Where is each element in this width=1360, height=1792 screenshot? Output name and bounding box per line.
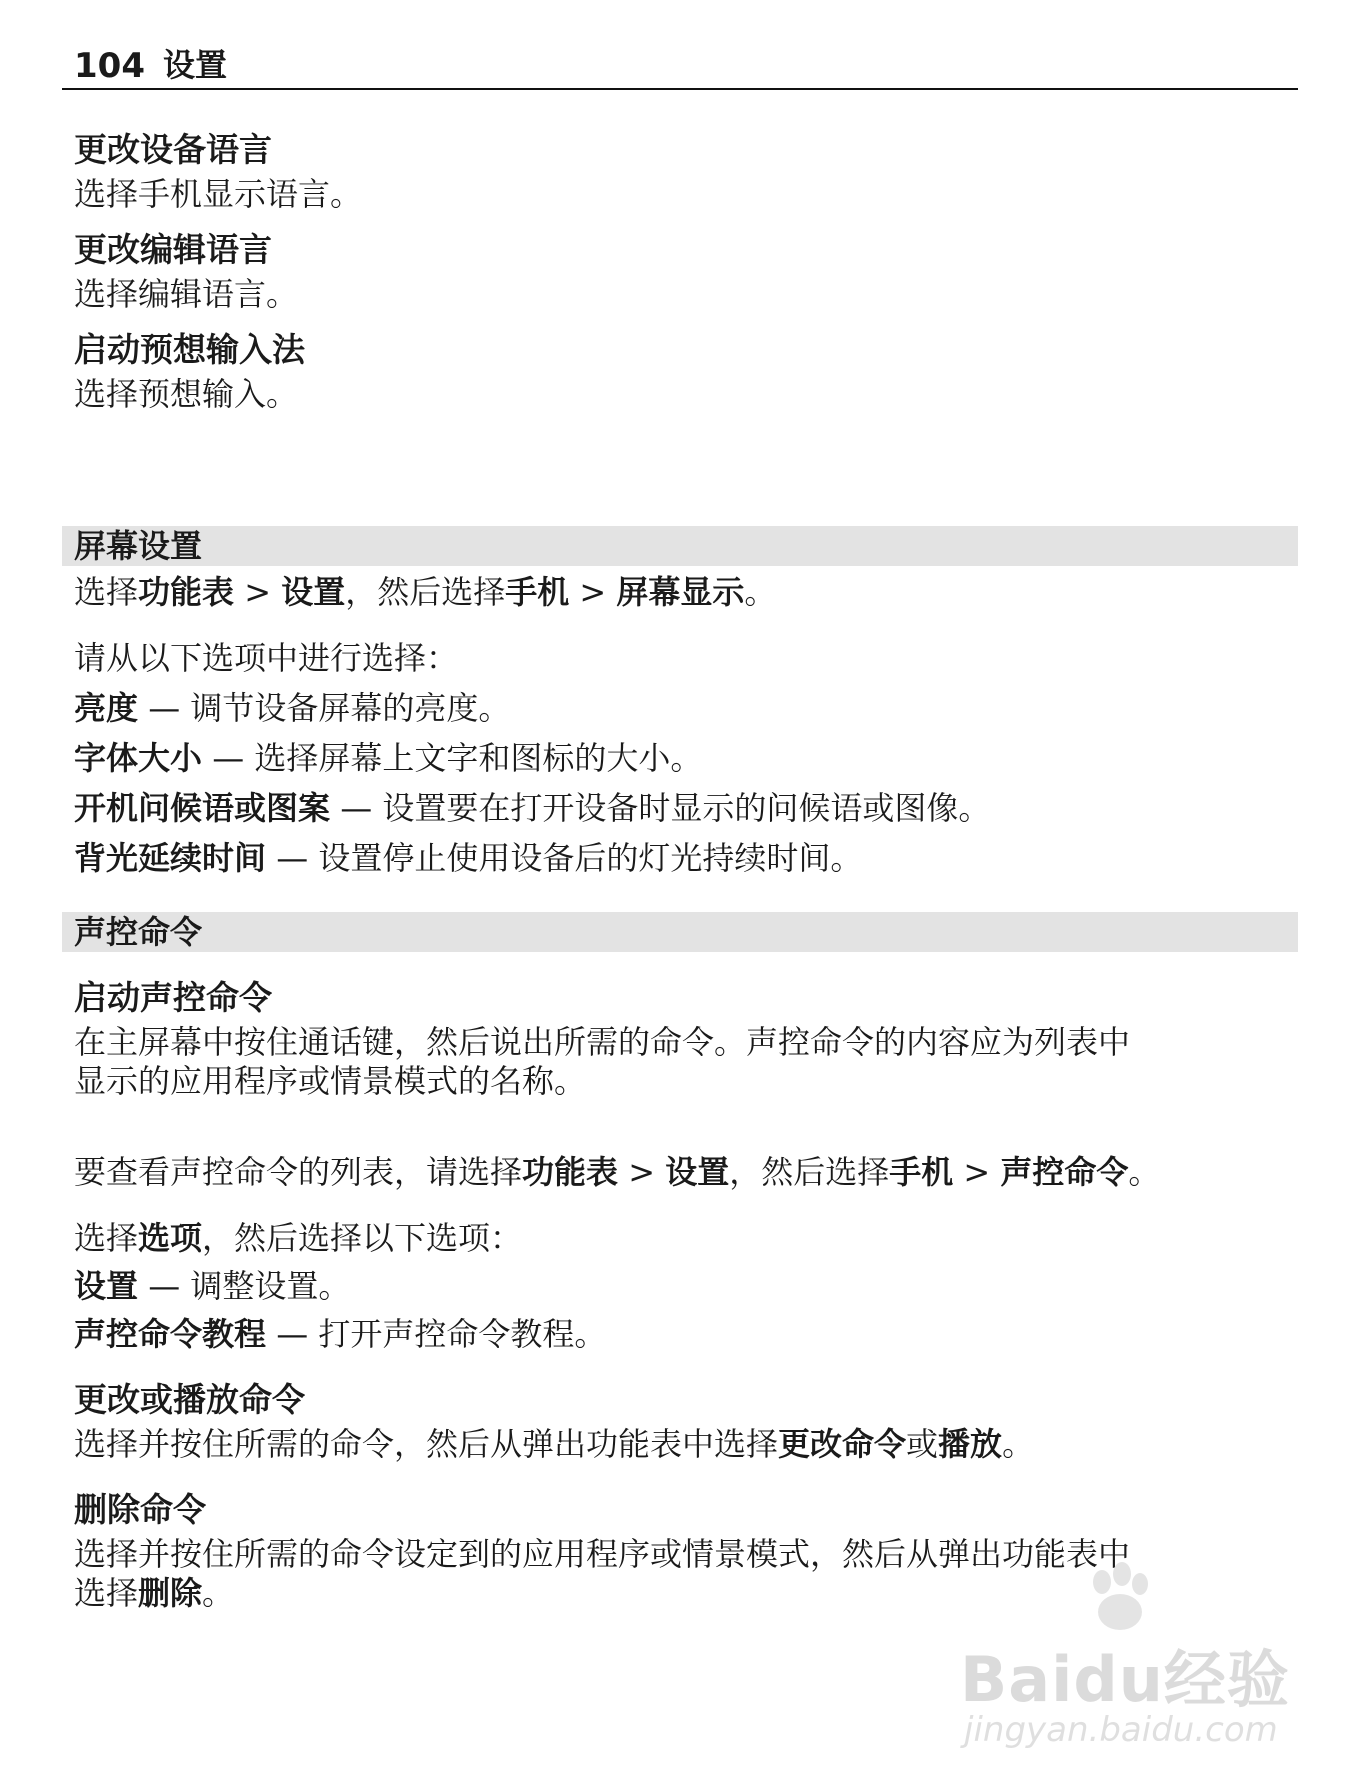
text-predictive-input: 选择预想输入。	[74, 375, 299, 413]
option-brightness: 亮度 — 调节设备屏幕的亮度。	[74, 689, 511, 727]
screen-options-intro: 请从以下选项中进行选择：	[74, 639, 459, 677]
voice-options-intro: 选择选项，然后选择以下选项：	[74, 1219, 523, 1257]
baidu-watermark	[960, 1560, 1300, 1770]
text-delete-command-line1: 选择并按住所需的命令设定到的应用程序或情景模式，然后从弹出功能表中	[74, 1535, 1131, 1573]
text-start-voice-line2: 显示的应用程序或情景模式的名称。	[74, 1062, 587, 1100]
voice-section	[74, 976, 1160, 1610]
chapter-title: 设置	[162, 46, 227, 84]
section-title-screen: 屏幕设置	[74, 527, 203, 565]
option-startup-greeting: 开机问候语或图案 — 设置要在打开设备时显示的问候语或图像。	[74, 789, 991, 827]
section-band-voice	[62, 912, 1298, 952]
heading-predictive-input: 启动预想输入法	[74, 330, 305, 369]
document-page	[62, 0, 1298, 1792]
watermark-url: jingyan.baidu.com	[964, 1710, 1278, 1750]
text-change-play-command: 选择并按住所需的命令，然后从弹出功能表中选择更改命令或播放。	[74, 1425, 1035, 1463]
text-edit-language: 选择编辑语言。	[74, 275, 299, 313]
option-voice-settings: 设置 — 调整设置。	[74, 1267, 351, 1305]
screen-section	[74, 570, 990, 880]
section-title-voice: 声控命令	[74, 913, 203, 951]
text-device-language: 选择手机显示语言。	[74, 175, 363, 213]
option-voice-tutorial: 声控命令教程 — 打开声控命令教程。	[74, 1315, 607, 1353]
page-number: 104	[74, 46, 145, 86]
text-delete-command-line2: 选择删除。	[74, 1574, 235, 1612]
paw-icon	[1080, 1560, 1160, 1640]
heading-device-language: 更改设备语言	[74, 130, 272, 169]
heading-start-voice-command: 启动声控命令	[74, 978, 272, 1017]
heading-edit-language: 更改编辑语言	[74, 230, 272, 269]
voice-list-path: 要查看声控命令的列表，请选择功能表 > 设置，然后选择手机 > 声控命令。	[74, 1153, 1161, 1191]
option-font-size: 字体大小 — 选择屏幕上文字和图标的大小。	[74, 739, 703, 777]
watermark-brand: Baidu经验	[960, 1643, 1290, 1716]
section-band-screen	[62, 526, 1298, 566]
language-section	[74, 128, 362, 416]
text-start-voice-line1: 在主屏幕中按住通话键，然后说出所需的命令。声控命令的内容应为列表中	[74, 1023, 1131, 1061]
heading-delete-command: 删除命令	[74, 1490, 206, 1529]
page-header	[62, 42, 1298, 90]
screen-menu-path: 选择功能表 > 设置，然后选择手机 > 屏幕显示。	[74, 573, 777, 611]
heading-change-play-command: 更改或播放命令	[74, 1380, 305, 1419]
option-backlight-timeout: 背光延续时间 — 设置停止使用设备后的灯光持续时间。	[74, 839, 863, 877]
